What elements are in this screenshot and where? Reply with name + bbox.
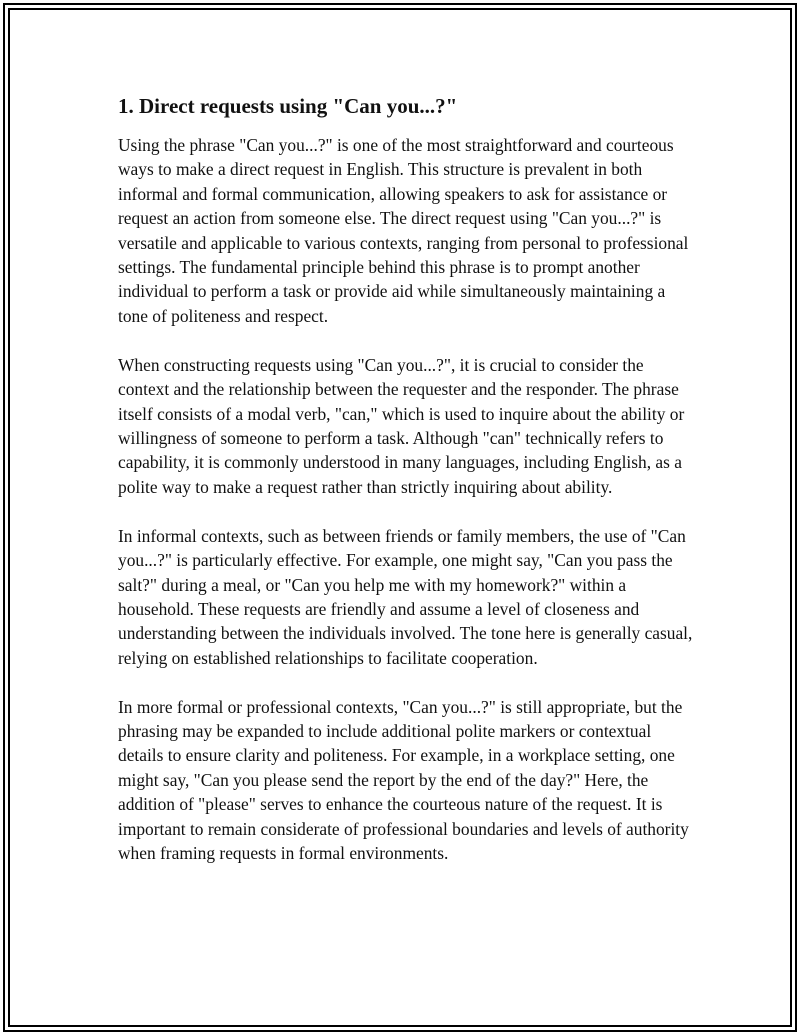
document-body [118, 92, 693, 890]
paragraph-informal: In informal contexts, such as between friends or family members, the use of "Can you...?" is particularly effective. For example, one might say, "Can you pass the salt?" during a meal, or "Can you help me with my homework?" within a household. These requests are friendly and assume a level of closeness and understanding between the individuals involved. The tone here is generally casual, relying on established relationships to facilitate cooperation. [118, 525, 693, 668]
paragraph-construction: When constructing requests using "Can you...?", it is crucial to consider the context and the relationship between the requester and the responder. The phrase itself consists of a modal verb, "can," which is used to inquire about the ability or willingness of someone to perform a task. Although "can" technically refers to capability, it is commonly understood in many languages, including English, as a polite way to make a request rather than strictly inquiring about ability. [118, 354, 685, 497]
paragraph-intro: Using the phrase "Can you...?" is one of the most straightforward and courteous ways to make a direct request in English. This structure is prevalent in both informal and formal communication, allowing speakers to ask for assistance or request an action from someone else. The direct request using "Can you...?" is versatile and applicable to various contexts, ranging from personal to professional settings. The fundamental principle behind this phrase is to prompt another individual to perform a task or provide aid while simultaneously maintaining a tone of politeness and respect. [118, 135, 689, 326]
paragraph-formal: In more formal or professional contexts, "Can you...?" is still appropriate, but the phrasing may be expanded to include additional polite markers or contextual details to ensure clarity and politeness. For example, in a workplace setting, one might say, "Can you please send the report by the end of the day?" Here, the addition of "please" serves to enhance the courteous nature of the request. It is important to remain considerate of professional boundaries and levels of authority when framing requests in formal environments. [118, 696, 689, 864]
section-heading: 1. Direct requests using "Can you...?" [118, 94, 458, 118]
